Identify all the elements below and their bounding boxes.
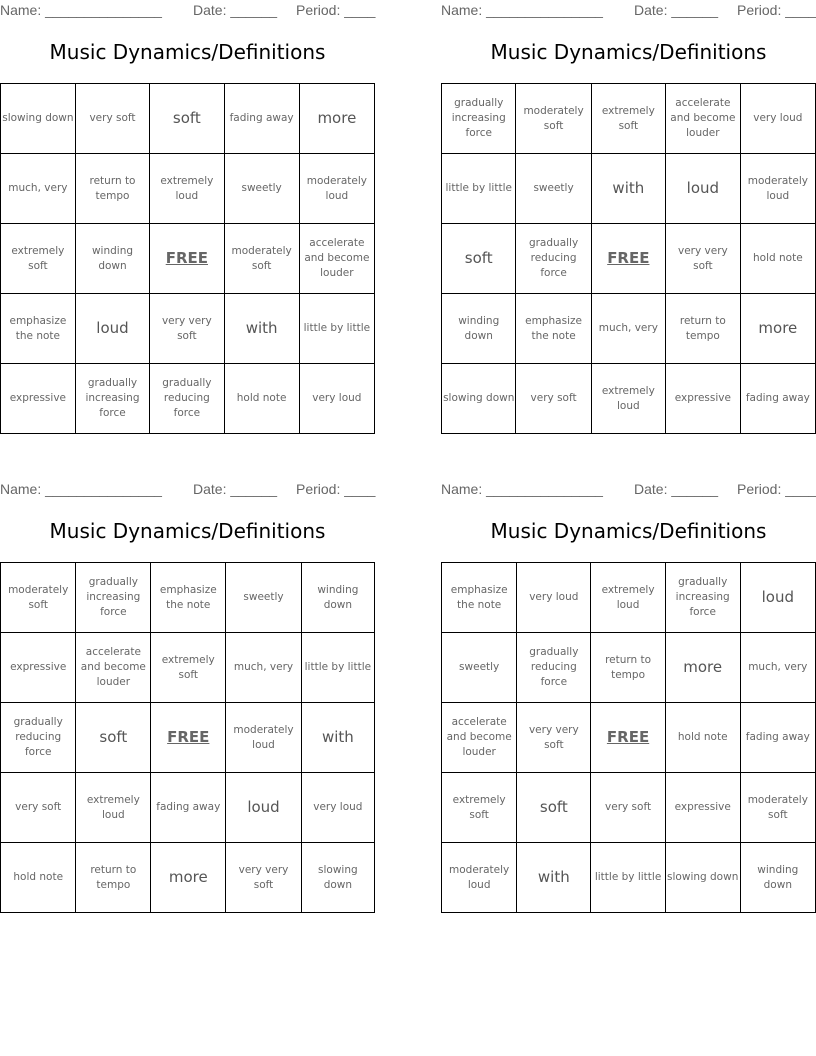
bingo-cell: hold note [224, 364, 299, 434]
bingo-cell: very soft [591, 773, 665, 843]
bingo-cell: much, very [740, 633, 815, 703]
bingo-cell: soft [517, 773, 591, 843]
student-info-line [441, 481, 816, 499]
bingo-cell: moderately soft [516, 84, 591, 154]
bingo-cell: gradually reducing force [1, 703, 76, 773]
bingo-cell: accelerate and become louder [442, 703, 517, 773]
bingo-cell: return to tempo [75, 154, 149, 224]
bingo-cell: return to tempo [666, 294, 741, 364]
bingo-cell: expressive [1, 633, 76, 703]
bingo-cell: with [224, 294, 299, 364]
grid-row [442, 703, 816, 773]
bingo-cell: gradually increasing force [665, 563, 740, 633]
bingo-cell: more [665, 633, 740, 703]
bingo-grid [0, 562, 375, 913]
bingo-cell: extremely loud [150, 154, 224, 224]
bingo-cell: loud [75, 294, 149, 364]
period-field-label: Period: ____ [296, 481, 376, 497]
bingo-cell: loud [740, 563, 815, 633]
bingo-cell: much, very [226, 633, 301, 703]
free-space: FREE [150, 224, 224, 294]
grid-row [442, 84, 816, 154]
bingo-cell: very loud [299, 364, 374, 434]
bingo-cell: gradually increasing force [75, 364, 149, 434]
bingo-cell: moderately soft [224, 224, 299, 294]
bingo-cell: return to tempo [591, 633, 665, 703]
bingo-cell: moderately loud [442, 843, 517, 913]
bingo-cell: sweetly [442, 633, 517, 703]
bingo-cell: fading away [151, 773, 226, 843]
grid-row [442, 843, 816, 913]
bingo-cell: expressive [666, 364, 741, 434]
bingo-cell: with [517, 843, 591, 913]
bingo-cell: extremely soft [442, 773, 517, 843]
date-field-label: Date: ______ [193, 481, 278, 497]
grid-row [442, 294, 816, 364]
bingo-cell: return to tempo [76, 843, 151, 913]
bingo-cell: very soft [75, 84, 149, 154]
bingo-cell: emphasize the note [442, 563, 517, 633]
bingo-cell: moderately loud [740, 154, 815, 224]
bingo-cell: more [299, 84, 374, 154]
bingo-cell: very very soft [666, 224, 741, 294]
bingo-cell: sweetly [224, 154, 299, 224]
bingo-cell: gradually increasing force [442, 84, 516, 154]
bingo-cell: accelerate and become louder [76, 633, 151, 703]
bingo-cell: very soft [516, 364, 591, 434]
bingo-cell: fading away [224, 84, 299, 154]
bingo-cell: more [740, 294, 815, 364]
bingo-grid [441, 83, 816, 434]
bingo-cell: gradually reducing force [516, 224, 591, 294]
grid-row [442, 633, 816, 703]
bingo-cell: accelerate and become louder [666, 84, 741, 154]
bingo-cell: very very soft [150, 294, 224, 364]
student-info-line [441, 2, 816, 20]
bingo-cell: loud [226, 773, 301, 843]
bingo-cell: hold note [665, 703, 740, 773]
date-field-label: Date: ______ [634, 481, 719, 497]
bingo-cell: slowing down [301, 843, 374, 913]
bingo-cell: little by little [591, 843, 665, 913]
period-field-label: Period: ____ [737, 481, 816, 497]
bingo-cell: slowing down [442, 364, 516, 434]
bingo-cell: gradually reducing force [517, 633, 591, 703]
bingo-grid [0, 83, 375, 434]
bingo-cell: very loud [740, 84, 815, 154]
bingo-cell: fading away [740, 703, 815, 773]
bingo-cell: emphasize the note [151, 563, 226, 633]
card-title: Music Dynamics/Definitions [490, 40, 767, 64]
bingo-cell: slowing down [1, 84, 76, 154]
bingo-cell: moderately soft [740, 773, 815, 843]
bingo-cell: little by little [301, 633, 374, 703]
bingo-cell: winding down [301, 563, 374, 633]
bingo-cell: soft [150, 84, 224, 154]
free-space: FREE [591, 224, 665, 294]
grid-row [1, 843, 375, 913]
card-title: Music Dynamics/Definitions [49, 40, 326, 64]
bingo-cell: extremely loud [591, 563, 665, 633]
date-field-label: Date: ______ [193, 2, 278, 18]
bingo-cell: expressive [665, 773, 740, 843]
grid-row [442, 773, 816, 843]
grid-row [1, 633, 375, 703]
bingo-cell: sweetly [226, 563, 301, 633]
grid-row [1, 364, 375, 434]
bingo-cell: with [301, 703, 374, 773]
bingo-cell: moderately soft [1, 563, 76, 633]
bingo-cell: winding down [442, 294, 516, 364]
student-info-line [0, 481, 380, 499]
name-field-label: Name: _______________ [441, 481, 603, 497]
bingo-cell: emphasize the note [516, 294, 591, 364]
bingo-cell: slowing down [665, 843, 740, 913]
bingo-cell: extremely soft [1, 224, 76, 294]
date-field-label: Date: ______ [634, 2, 719, 18]
bingo-cell: very loud [517, 563, 591, 633]
bingo-cell: extremely loud [76, 773, 151, 843]
bingo-cell: gradually reducing force [150, 364, 224, 434]
bingo-cell: moderately loud [226, 703, 301, 773]
student-info-line [0, 2, 380, 20]
bingo-cell: very soft [1, 773, 76, 843]
grid-row [1, 563, 375, 633]
name-field-label: Name: _______________ [0, 2, 162, 18]
grid-row [442, 563, 816, 633]
grid-row [1, 224, 375, 294]
bingo-cell: soft [76, 703, 151, 773]
bingo-cell: with [591, 154, 665, 224]
bingo-cell: moderately loud [299, 154, 374, 224]
name-field-label: Name: _______________ [441, 2, 603, 18]
bingo-cell: soft [442, 224, 516, 294]
bingo-cell: hold note [1, 843, 76, 913]
bingo-cell: expressive [1, 364, 76, 434]
bingo-cell: winding down [75, 224, 149, 294]
name-field-label: Name: _______________ [0, 481, 162, 497]
grid-row [442, 224, 816, 294]
bingo-cell: winding down [740, 843, 815, 913]
bingo-cell: sweetly [516, 154, 591, 224]
bingo-cell: little by little [442, 154, 516, 224]
bingo-cell: very very soft [226, 843, 301, 913]
bingo-cell: extremely soft [591, 84, 665, 154]
bingo-cell: extremely loud [591, 364, 665, 434]
card-title: Music Dynamics/Definitions [49, 519, 326, 543]
bingo-cell: very very soft [517, 703, 591, 773]
grid-row [1, 294, 375, 364]
bingo-cell: much, very [591, 294, 665, 364]
grid-row [1, 84, 375, 154]
bingo-cell: more [151, 843, 226, 913]
grid-row [442, 154, 816, 224]
free-space: FREE [151, 703, 226, 773]
bingo-cell: gradually increasing force [76, 563, 151, 633]
grid-row [1, 154, 375, 224]
bingo-cell: loud [666, 154, 741, 224]
bingo-cell: much, very [1, 154, 76, 224]
free-space: FREE [591, 703, 665, 773]
bingo-cell: accelerate and become louder [299, 224, 374, 294]
grid-row [1, 703, 375, 773]
period-field-label: Period: ____ [737, 2, 816, 18]
bingo-cell: extremely soft [151, 633, 226, 703]
grid-row [442, 364, 816, 434]
bingo-cell: emphasize the note [1, 294, 76, 364]
bingo-cell: fading away [740, 364, 815, 434]
card-title: Music Dynamics/Definitions [490, 519, 767, 543]
bingo-cell: hold note [740, 224, 815, 294]
period-field-label: Period: ____ [296, 2, 376, 18]
grid-row [1, 773, 375, 843]
bingo-grid [441, 562, 816, 913]
bingo-cell: very loud [301, 773, 374, 843]
bingo-cell: little by little [299, 294, 374, 364]
